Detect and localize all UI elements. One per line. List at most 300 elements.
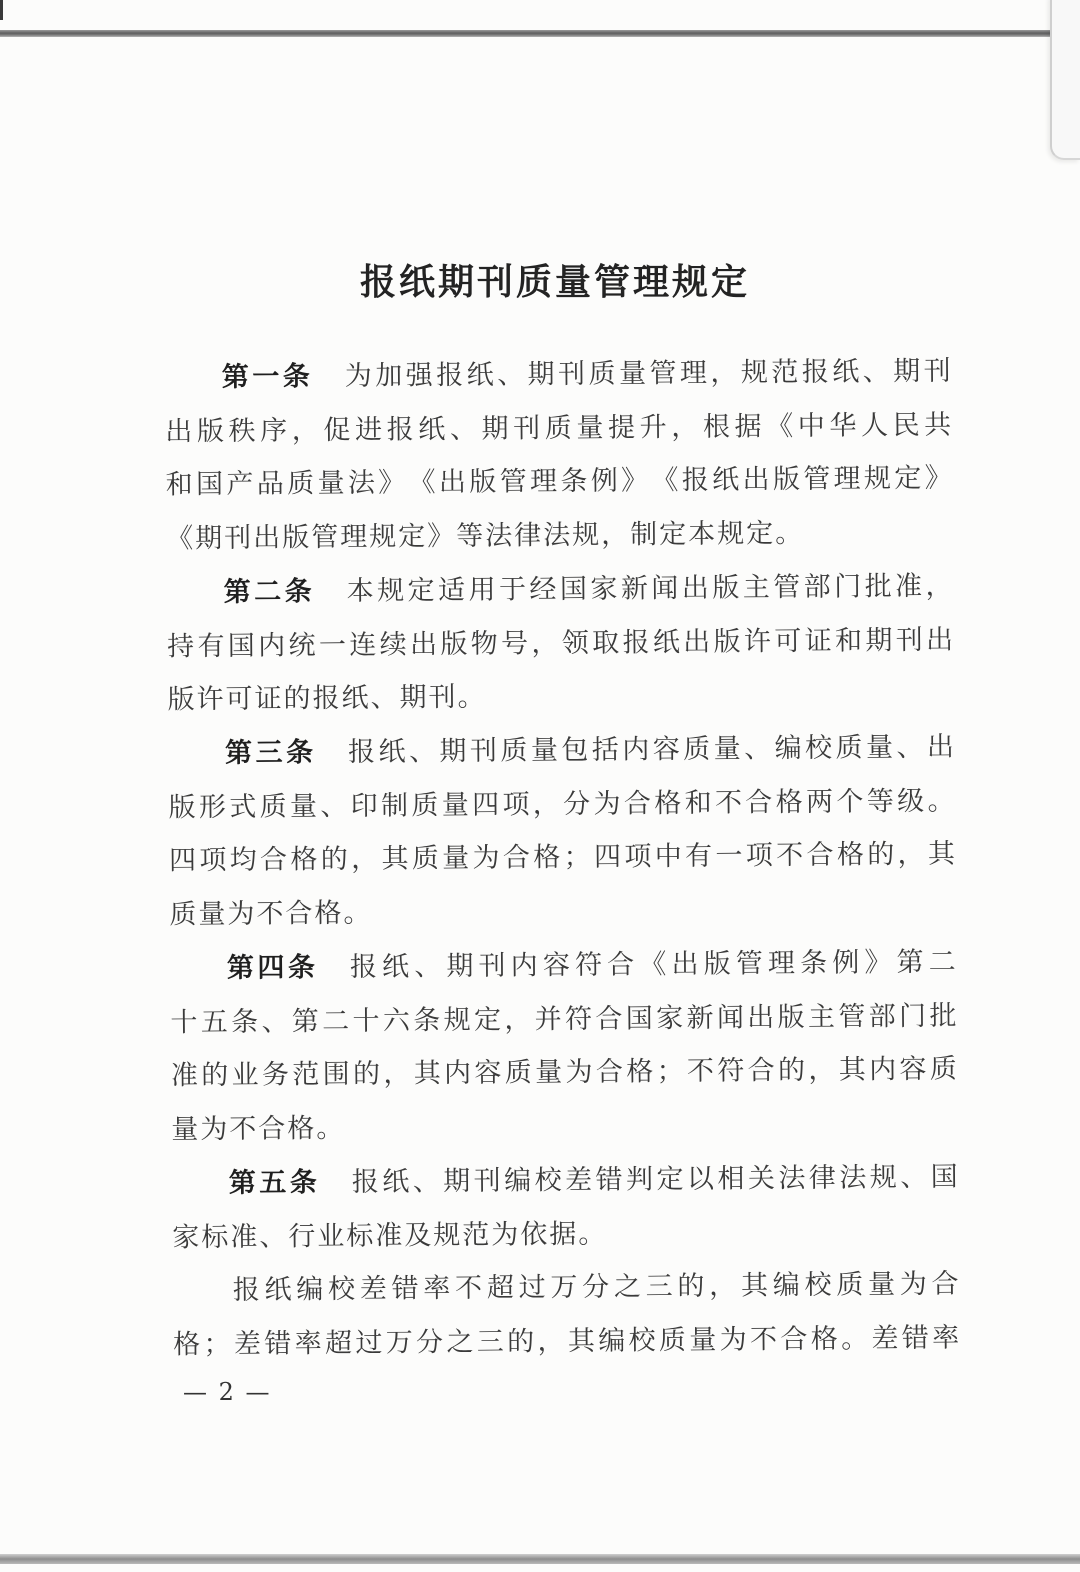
glyph: 经	[529, 573, 557, 606]
glyph: 刊	[473, 1165, 501, 1197]
glyph: ，	[709, 1270, 737, 1302]
text-line	[167, 613, 953, 674]
glyph: 理	[529, 466, 558, 498]
glyph: 加	[375, 360, 403, 392]
glyph: 刊	[478, 950, 506, 982]
glyph: 差	[871, 1323, 899, 1355]
glyph: 和	[684, 787, 712, 819]
glyph: 规	[376, 575, 405, 607]
glyph: 万	[550, 1272, 578, 1304]
glyph: ；	[563, 842, 591, 874]
glyph: 期	[481, 413, 509, 445]
page-number: — 2 —	[183, 1378, 272, 1406]
glyph: 领	[561, 627, 589, 659]
glyph: 内	[510, 950, 538, 982]
glyph: 法	[778, 1162, 806, 1194]
article-text: 家标准、行业标准及规范为依据。	[172, 1218, 608, 1253]
article-text	[168, 774, 954, 835]
glyph: 错	[391, 1273, 419, 1305]
glyph: 定	[473, 1004, 502, 1036]
glyph: 、	[900, 1161, 928, 1193]
glyph: 量	[530, 735, 559, 767]
glyph: 合	[780, 1323, 808, 1356]
glyph: 》	[924, 463, 952, 495]
glyph: 品	[256, 468, 284, 501]
glyph: 《	[765, 410, 794, 442]
article-text	[171, 1043, 957, 1104]
glyph: 量	[576, 412, 604, 444]
glyph: 级	[897, 785, 925, 817]
glyph: 报	[347, 736, 376, 768]
glyph: 、	[412, 1165, 440, 1198]
glyph: 《	[639, 949, 667, 981]
article-label	[222, 350, 310, 404]
article-text: 质量为不合格。	[169, 897, 373, 931]
glyph: 和	[834, 624, 863, 657]
glyph: 持	[167, 630, 195, 663]
glyph: 纸	[652, 626, 681, 658]
glyph: 编	[504, 1165, 532, 1197]
glyph: 部	[803, 571, 831, 603]
glyph: 质	[259, 791, 287, 823]
glyph: 可	[774, 625, 802, 657]
glyph: 印	[350, 790, 378, 822]
glyph: 之	[613, 1271, 642, 1303]
glyph: 一	[252, 361, 280, 393]
article-text	[170, 989, 956, 1050]
glyph: 一	[715, 840, 743, 873]
glyph: 新	[686, 1002, 714, 1034]
glyph: 出	[681, 572, 709, 604]
glyph: 为	[472, 843, 500, 875]
glyph: ，	[532, 788, 560, 821]
glyph: 合	[931, 1268, 959, 1301]
glyph: 、	[449, 413, 478, 445]
text-line	[169, 882, 955, 943]
glyph: 例	[590, 465, 618, 498]
glyph: 率	[423, 1273, 451, 1305]
glyph: 纸	[381, 951, 410, 983]
glyph: 质	[929, 1053, 957, 1086]
glyph: 编	[772, 1270, 800, 1302]
glyph: 分	[563, 788, 591, 820]
glyph: 五	[259, 1167, 287, 1199]
glyph: 共	[924, 409, 952, 441]
article-text	[352, 1150, 958, 1209]
glyph: 、	[320, 790, 348, 822]
glyph: 万	[385, 1327, 413, 1359]
glyph: 差	[233, 1328, 262, 1360]
glyph: 合	[502, 842, 531, 874]
glyph: 符	[717, 1055, 745, 1087]
glyph: 报	[801, 356, 829, 388]
glyph: 秩	[228, 415, 256, 447]
glyph: 分	[415, 1326, 444, 1359]
glyph: 版	[168, 791, 196, 824]
glyph: 编	[774, 732, 802, 765]
glyph: ，	[504, 1003, 532, 1036]
glyph: 为	[344, 360, 372, 392]
scan-bottom-edge	[0, 1554, 1080, 1564]
glyph: 量	[442, 843, 470, 875]
text-line	[171, 1097, 957, 1158]
glyph: 升	[639, 411, 667, 444]
glyph: 校	[804, 732, 833, 764]
glyph: 、	[414, 950, 442, 983]
glyph: 合	[623, 787, 652, 820]
glyph: 二	[254, 576, 282, 608]
glyph: 第	[896, 946, 924, 978]
glyph: 管	[649, 357, 677, 390]
glyph: 条	[282, 361, 310, 393]
glyph: 分	[582, 1271, 610, 1304]
glyph: 一	[318, 629, 347, 661]
glyph: ，	[537, 1325, 565, 1358]
glyph: 中	[654, 841, 682, 873]
glyph: 三	[476, 1326, 504, 1358]
glyph: 准	[894, 570, 923, 602]
glyph: ，	[531, 627, 559, 659]
glyph: 质	[836, 1269, 864, 1301]
glyph: 。	[927, 785, 955, 817]
glyph: 《	[408, 467, 436, 499]
glyph: 不	[686, 1056, 715, 1088]
glyph: 条	[799, 947, 828, 979]
glyph: 质	[504, 1057, 532, 1089]
glyph: 十	[170, 1006, 198, 1039]
glyph: 版	[777, 1001, 805, 1033]
glyph: 项	[502, 789, 530, 821]
glyph: 期	[893, 355, 921, 388]
page-corner-fold	[1050, 0, 1080, 160]
glyph: 报	[349, 951, 378, 983]
glyph: 条	[287, 952, 316, 984]
glyph: 号	[500, 627, 529, 660]
glyph: 民	[892, 409, 920, 441]
glyph: 准	[170, 1060, 199, 1092]
glyph: 范	[292, 1059, 320, 1091]
glyph: 超	[486, 1272, 515, 1304]
glyph: 合	[595, 1056, 624, 1089]
glyph: 十	[352, 1005, 380, 1037]
glyph: 项	[745, 840, 773, 872]
glyph: 出	[409, 628, 438, 660]
glyph: 质	[411, 843, 440, 875]
article-text	[173, 1311, 959, 1372]
glyph: 不	[714, 787, 743, 819]
glyph: 括	[591, 734, 619, 766]
glyph: 校	[804, 1269, 832, 1302]
glyph: 相	[717, 1163, 745, 1195]
glyph: 根	[702, 411, 731, 443]
glyph: 格	[533, 842, 561, 874]
glyph: 差	[359, 1273, 387, 1305]
glyph: 为	[593, 788, 621, 820]
glyph: 量	[865, 732, 894, 764]
glyph: 符	[564, 1003, 593, 1035]
glyph: 校	[327, 1274, 356, 1306]
glyph: 质	[287, 468, 315, 500]
article-5	[172, 1150, 960, 1372]
glyph: 期	[446, 950, 474, 982]
glyph: 其	[381, 843, 409, 876]
glyph: 规	[863, 463, 892, 495]
text-line	[169, 828, 955, 889]
glyph: 刊	[469, 735, 498, 767]
glyph: 错	[901, 1322, 929, 1354]
glyph: 法	[839, 1162, 867, 1194]
glyph: 门	[898, 1000, 927, 1032]
glyph: 量	[689, 1324, 717, 1356]
glyph: 主	[807, 1001, 836, 1033]
glyph: 管	[773, 571, 801, 604]
glyph: 为	[899, 1269, 927, 1301]
glyph: 校	[628, 1325, 656, 1357]
glyph: 格	[654, 787, 682, 819]
glyph: 包	[561, 734, 589, 767]
glyph: 出	[438, 467, 467, 499]
glyph: 取	[592, 627, 620, 659]
glyph: 率	[294, 1328, 322, 1360]
glyph: 中	[797, 410, 825, 442]
glyph: 版	[469, 466, 497, 499]
glyph: 以	[686, 1163, 715, 1195]
glyph: 有	[684, 841, 713, 873]
glyph: 内	[258, 630, 286, 662]
glyph: 过	[355, 1327, 383, 1359]
glyph: ；	[656, 1056, 684, 1088]
text-line	[168, 774, 954, 835]
glyph: 用	[468, 574, 496, 606]
glyph: 部	[868, 1000, 896, 1032]
glyph: ，	[808, 1054, 836, 1087]
glyph: 版	[440, 628, 468, 660]
glyph: 其	[413, 1058, 441, 1090]
glyph: 超	[324, 1327, 353, 1360]
glyph: 为	[719, 1324, 747, 1356]
glyph: 于	[498, 574, 527, 606]
glyph: 、	[261, 1006, 289, 1038]
glyph: 条	[231, 1006, 259, 1038]
glyph: 纸	[418, 413, 446, 445]
glyph: 连	[349, 629, 377, 661]
article-text	[169, 828, 955, 889]
glyph: 、	[862, 356, 890, 388]
glyph: 合	[595, 1003, 623, 1035]
glyph: 、	[744, 733, 772, 765]
article-label	[229, 1156, 317, 1210]
glyph: ，	[710, 357, 738, 389]
glyph: 容	[542, 949, 571, 982]
glyph: 的	[320, 844, 348, 876]
glyph: 主	[742, 572, 770, 604]
glyph: 刊	[557, 358, 586, 391]
glyph: 版	[196, 415, 225, 447]
glyph: 编	[296, 1274, 324, 1306]
text-line	[170, 989, 956, 1050]
text-line	[173, 1258, 959, 1319]
glyph: 统	[288, 629, 316, 661]
glyph: 刊	[512, 412, 541, 445]
glyph: 符	[574, 949, 603, 981]
glyph: 家	[656, 1002, 684, 1034]
text-line	[172, 1150, 958, 1211]
glyph: 管	[803, 464, 831, 496]
glyph: 进	[354, 414, 383, 446]
article-text	[165, 398, 951, 459]
glyph: 质	[588, 358, 616, 390]
glyph: 期	[527, 359, 555, 391]
glyph: 规	[443, 1004, 471, 1036]
glyph: 报	[386, 413, 414, 446]
glyph: 格	[173, 1329, 201, 1361]
glyph: 规	[740, 357, 769, 389]
glyph: 两	[805, 786, 834, 818]
glyph: 国	[195, 469, 224, 501]
glyph: 三	[255, 737, 283, 769]
glyph: 四	[593, 841, 622, 874]
glyph: 期	[439, 735, 467, 768]
glyph: ；	[203, 1328, 231, 1361]
glyph: 报	[232, 1274, 260, 1307]
glyph: 内	[622, 734, 650, 766]
glyph: 的	[677, 1270, 705, 1303]
glyph: ，	[383, 1058, 411, 1090]
article-text	[166, 452, 952, 513]
glyph: ，	[671, 411, 699, 443]
glyph: 围	[322, 1059, 350, 1091]
glyph: 物	[470, 628, 498, 660]
glyph: 、	[496, 359, 525, 391]
glyph: ，	[351, 844, 379, 876]
article-label	[225, 726, 313, 780]
glyph: 《	[651, 465, 679, 497]
glyph: 质	[500, 735, 528, 767]
glyph: 均	[229, 845, 257, 877]
glyph: 序	[260, 415, 288, 447]
text-line	[172, 1204, 958, 1265]
glyph: 量	[317, 468, 345, 500]
article-4	[170, 935, 958, 1157]
glyph: 纸	[378, 736, 406, 768]
glyph: 国	[930, 1161, 958, 1193]
glyph: 容	[899, 1054, 927, 1086]
glyph: 出	[742, 464, 770, 496]
glyph: 报	[681, 465, 709, 497]
glyph: 格	[836, 839, 865, 872]
glyph: 质	[411, 789, 439, 822]
article-text	[350, 935, 956, 994]
glyph: 人	[860, 409, 889, 442]
text-line	[171, 1043, 957, 1104]
glyph: 新	[620, 573, 649, 605]
glyph: 第	[226, 952, 255, 984]
glyph: 证	[804, 625, 832, 657]
glyph: 不	[749, 1324, 778, 1356]
glyph: 格	[290, 844, 318, 876]
glyph: 版	[703, 948, 731, 980]
glyph: 理	[679, 357, 708, 389]
glyph: 四	[257, 952, 285, 984]
glyph: 量	[713, 733, 741, 765]
glyph: 格	[810, 1323, 838, 1355]
glyph: 错	[595, 1164, 623, 1196]
article-label	[227, 941, 315, 995]
glyph: 出	[747, 1001, 775, 1034]
glyph: 第	[224, 737, 253, 769]
glyph: 理	[833, 463, 861, 496]
glyph: 家	[590, 573, 618, 605]
glyph: 第	[228, 1167, 256, 1199]
glyph: 个	[836, 786, 864, 818]
glyph: 容	[652, 734, 680, 766]
glyph: 的	[201, 1060, 229, 1092]
glyph: ，	[291, 414, 319, 447]
article-text	[348, 721, 954, 780]
text-line	[166, 559, 952, 620]
glyph: 内	[868, 1054, 897, 1086]
glyph: 内	[443, 1058, 472, 1090]
glyph: 容	[474, 1057, 502, 1090]
glyph: 编	[598, 1325, 626, 1357]
glyph: 不	[454, 1272, 483, 1305]
glyph: 六	[382, 1004, 411, 1037]
glyph: 错	[264, 1328, 292, 1360]
scan-top-edge	[0, 30, 1052, 37]
glyph: 国	[559, 573, 588, 605]
text-line	[165, 398, 951, 459]
glyph: 适	[437, 574, 466, 606]
glyph: 定	[407, 574, 435, 607]
text-line	[166, 506, 952, 567]
glyph: 量	[289, 790, 318, 823]
glyph: 续	[379, 628, 407, 661]
glyph: 。	[840, 1323, 869, 1355]
glyph: 条	[289, 1166, 317, 1199]
glyph: 纸	[466, 359, 494, 391]
glyph: 出	[165, 415, 193, 448]
glyph: 合	[607, 949, 635, 981]
glyph: 报	[622, 626, 650, 659]
glyph: 二	[322, 1005, 350, 1037]
glyph: 五	[200, 1006, 228, 1038]
glyph: 国	[227, 630, 255, 662]
text-line	[168, 721, 954, 782]
glyph: ，	[925, 570, 953, 602]
glyph: 判	[625, 1163, 654, 1196]
glyph: 版	[712, 572, 740, 604]
glyph: 质	[835, 732, 863, 764]
glyph: 条	[284, 576, 312, 608]
glyph: 其	[740, 1270, 769, 1302]
glyph: 律	[808, 1162, 836, 1194]
glyph: 的	[352, 1058, 381, 1091]
glyph: 为	[565, 1057, 593, 1089]
glyph: 提	[607, 412, 636, 444]
article-text	[345, 345, 951, 404]
glyph: 质	[544, 412, 572, 444]
article-text: 量为不合格。	[171, 1112, 346, 1146]
glyph: 量	[867, 1269, 896, 1301]
glyph: 其	[927, 839, 956, 871]
glyph: 其	[567, 1325, 596, 1357]
glyph: 报	[436, 359, 464, 392]
glyph: 差	[564, 1164, 593, 1196]
glyph: 过	[518, 1272, 546, 1304]
glyph: 强	[405, 360, 433, 392]
glyph: 》	[378, 467, 406, 500]
glyph: 管	[838, 1000, 866, 1033]
